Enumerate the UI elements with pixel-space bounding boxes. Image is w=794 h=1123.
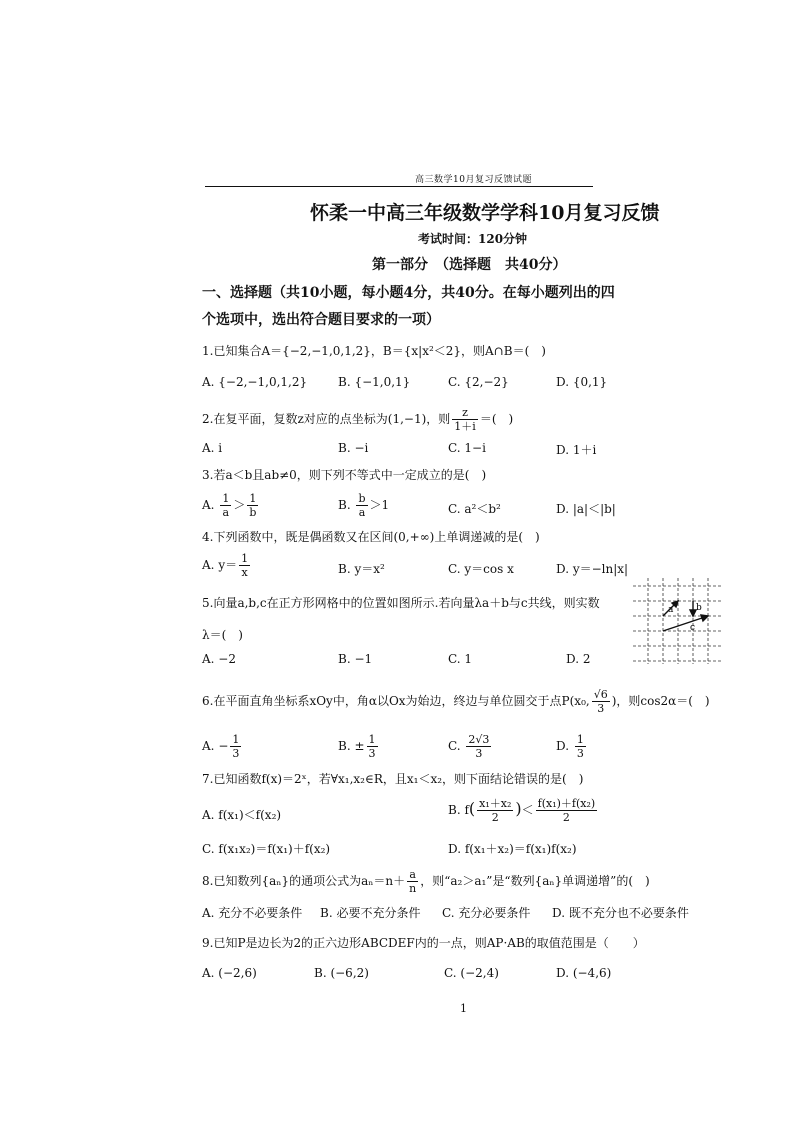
q6-b-sign: ± [354, 739, 365, 753]
page-number: 1 [460, 1002, 467, 1015]
q5-option-d: D. 2 [566, 652, 591, 666]
grid-lines [633, 578, 723, 664]
q6-option-a-label: A. [202, 739, 215, 753]
header-rule [205, 186, 593, 187]
page-title: 怀柔一中高三年级数学学科10月复习反馈 [310, 202, 660, 224]
q8-frac-den: n [409, 882, 417, 895]
q7-b-den1: 2 [491, 811, 499, 824]
q7-b-paren-open: ( [468, 799, 476, 818]
q4-option-d: D. y＝−ln|x| [556, 562, 629, 576]
q6-p-den: 3 [597, 702, 605, 715]
vector-c-head [701, 615, 708, 621]
q6-d-num: 1 [576, 733, 584, 746]
q2-option-a: A. i [202, 441, 223, 455]
q6-a-sign: − [218, 739, 229, 753]
q6-a-den: 3 [232, 747, 240, 760]
q3-a-frac2 [247, 492, 258, 519]
q6-d-frac [575, 733, 586, 760]
question-2-stem [202, 406, 513, 433]
q7-b-den2: 2 [562, 811, 570, 824]
question-9-stem: 9.已知P是边长为2的正六边形ABCDEF内的一点，则AP·AB的取值范围是（ ） [202, 936, 645, 950]
q8-stem-a: 8.已知数列{aₙ}的通项公式为aₙ＝n＋ [202, 874, 406, 888]
q6-a-frac [230, 733, 241, 760]
q8-option-a: A. 充分不必要条件 [202, 906, 303, 920]
part-heading: 第一部分 （选择题 共40分） [372, 257, 567, 273]
q2-option-b: B. −i [338, 441, 369, 455]
q3-option-b [338, 492, 389, 519]
q9-option-a: A. (−2,6) [202, 966, 257, 980]
q2-option-d: D. 1＋i [556, 443, 597, 457]
q1-option-a: A. {−2,−1,0,1,2} [202, 375, 308, 389]
q8-frac-num: a [407, 868, 418, 882]
q3-option-c: C. a²＜b² [448, 502, 501, 516]
q7-b-frac2 [536, 797, 598, 824]
q9-option-c: C. (−2,4) [444, 966, 499, 980]
q7-option-b [448, 797, 599, 824]
q2-frac-den: 1＋i [454, 420, 476, 433]
vector-grid-figure [628, 576, 728, 666]
q6-p-num: √6 [593, 688, 608, 701]
q6-stem-a: 6.在平面直角坐标系xOy中，角α以Ox为始边，终边与单位圆交于点P [202, 694, 570, 708]
q3-a-den1: a [222, 506, 230, 519]
q6-c-den: 3 [475, 747, 483, 760]
vector-a-label: a [668, 605, 674, 615]
q7-option-a: A. f(x₁)＜f(x₂) [202, 808, 282, 822]
q8-fraction [407, 868, 418, 895]
q3-option-b-label: B. [338, 498, 351, 512]
q6-b-num: 1 [368, 733, 376, 746]
q8-option-d: D. 既不充分也不必要条件 [552, 906, 689, 920]
question-8-stem [202, 868, 650, 895]
q2-stem-a: 2.在复平面，复数z对应的点坐标为(1,−1)，则 [202, 412, 451, 426]
running-head: 高三数学10月复习反馈试题 [415, 175, 532, 185]
q6-point-frac [592, 688, 610, 715]
q7-b-num2: f(x₁)＋f(x₂) [537, 797, 596, 810]
q6-option-c [448, 733, 493, 760]
q3-a-den2: b [249, 506, 257, 519]
q9-option-d: D. (−4,6) [556, 966, 612, 980]
question-1-stem: 1.已知集合A＝{−2,−1,0,1,2}，B＝{x|x²＜2}，则A∩B＝( ) [202, 344, 546, 358]
question-7-stem: 7.已知函数f(x)＝2ˣ，若∀x₁,x₂∈R，且x₁＜x₂，则下面结论错误的是( ) [202, 772, 584, 786]
q4-option-a [202, 552, 252, 579]
question-4-stem: 4.下列函数中，既是偶函数又在区间(0,+∞)上单调递减的是( ) [202, 530, 540, 544]
question-6-stem [202, 688, 710, 715]
q4-a-num: 1 [241, 552, 249, 565]
q7-b-mid: ＜ [521, 803, 534, 817]
q3-b-tail: ＞1 [369, 498, 390, 512]
q4-option-a-label: A. [202, 558, 215, 572]
q4-option-b: B. y＝x² [338, 562, 385, 576]
q2-option-c: C. 1−i [448, 441, 486, 455]
q6-option-b-label: B. [338, 739, 351, 753]
q3-b-frac [356, 492, 367, 519]
q6-b-den: 3 [368, 747, 376, 760]
q7-b-num1: x₁＋x₂ [479, 797, 512, 810]
q4-a-den: x [241, 566, 248, 579]
q2-frac-num: z [452, 406, 478, 420]
section-heading: 一、选择题（共10小题，每小题4分，共40分。在每小题列出的四个选项中，选出符合题目要求的一项） [202, 285, 615, 328]
q6-option-c-label: C. [448, 739, 461, 753]
q5-option-b: B. −1 [338, 652, 373, 666]
q2-fraction [452, 406, 478, 433]
q6-option-a [202, 733, 243, 760]
q1-option-d: D. {0,1} [556, 375, 608, 389]
q6-c-frac [466, 733, 491, 760]
q8-option-b: B. 必要不充分条件 [320, 906, 421, 920]
vector-c-label: c [690, 623, 696, 633]
q9-option-b: B. (−6,2) [314, 966, 369, 980]
q6-point: (x₀, [569, 694, 590, 708]
exam-time: 考试时间：120分钟 [418, 232, 528, 246]
q5-option-c: C. 1 [448, 652, 473, 666]
q1-option-b: B. {−1,0,1} [338, 375, 411, 389]
q3-a-num2: 1 [247, 492, 258, 506]
q6-option-d-label: D. [556, 739, 570, 753]
q5-option-a: A. −2 [202, 652, 236, 666]
q4-a-pre: y＝ [218, 558, 238, 572]
q4-option-c: C. y＝cos x [448, 562, 514, 576]
q3-option-a [202, 492, 260, 519]
q2-stem-b: ＝( ) [479, 412, 514, 426]
q6-b-frac [367, 733, 378, 760]
q3-a-num1: 1 [222, 492, 230, 505]
q7-option-c: C. f(x₁x₂)＝f(x₁)＋f(x₂) [202, 842, 331, 856]
vector-b-label: b [696, 603, 702, 613]
q4-a-frac [239, 552, 250, 579]
q3-option-d: D. |a|＜|b| [556, 502, 616, 516]
q7-b-pre: B. f [448, 803, 469, 817]
vector-c [663, 616, 708, 631]
q3-a-frac1 [220, 492, 231, 519]
q6-stem-b: )，则cos2α＝( ) [611, 694, 710, 708]
q3-b-num: b [358, 492, 366, 505]
q3-a-mid: ＞ [233, 498, 246, 512]
q3-option-a-label: A. [202, 498, 215, 512]
q6-c-num: 2√3 [468, 733, 490, 746]
q7-b-frac1 [477, 797, 513, 824]
question-5-stem: 5.向量a,b,c在正方形网格中的位置如图所示.若向量λa＋b与c共线，则实数 [202, 596, 600, 610]
q6-d-den: 3 [576, 747, 584, 760]
q1-option-c: C. {2,−2} [448, 375, 509, 389]
q6-a-num: 1 [232, 733, 240, 746]
q3-b-den: a [358, 506, 366, 519]
q6-option-d [556, 733, 588, 760]
q7-b-paren-close: ) [515, 799, 522, 818]
q8-option-c: C. 充分必要条件 [442, 906, 531, 920]
question-3-stem: 3.若a＜b且ab≠0，则下列不等式中一定成立的是( ) [202, 468, 487, 482]
question-5-stem-2: λ＝( ) [202, 628, 243, 642]
q8-stem-b: ，则“a₂＞a₁”是“数列{aₙ}单调递增”的( ) [420, 874, 650, 888]
q7-option-d: D. f(x₁＋x₂)＝f(x₁)f(x₂) [448, 842, 577, 856]
q6-option-b [338, 733, 380, 760]
